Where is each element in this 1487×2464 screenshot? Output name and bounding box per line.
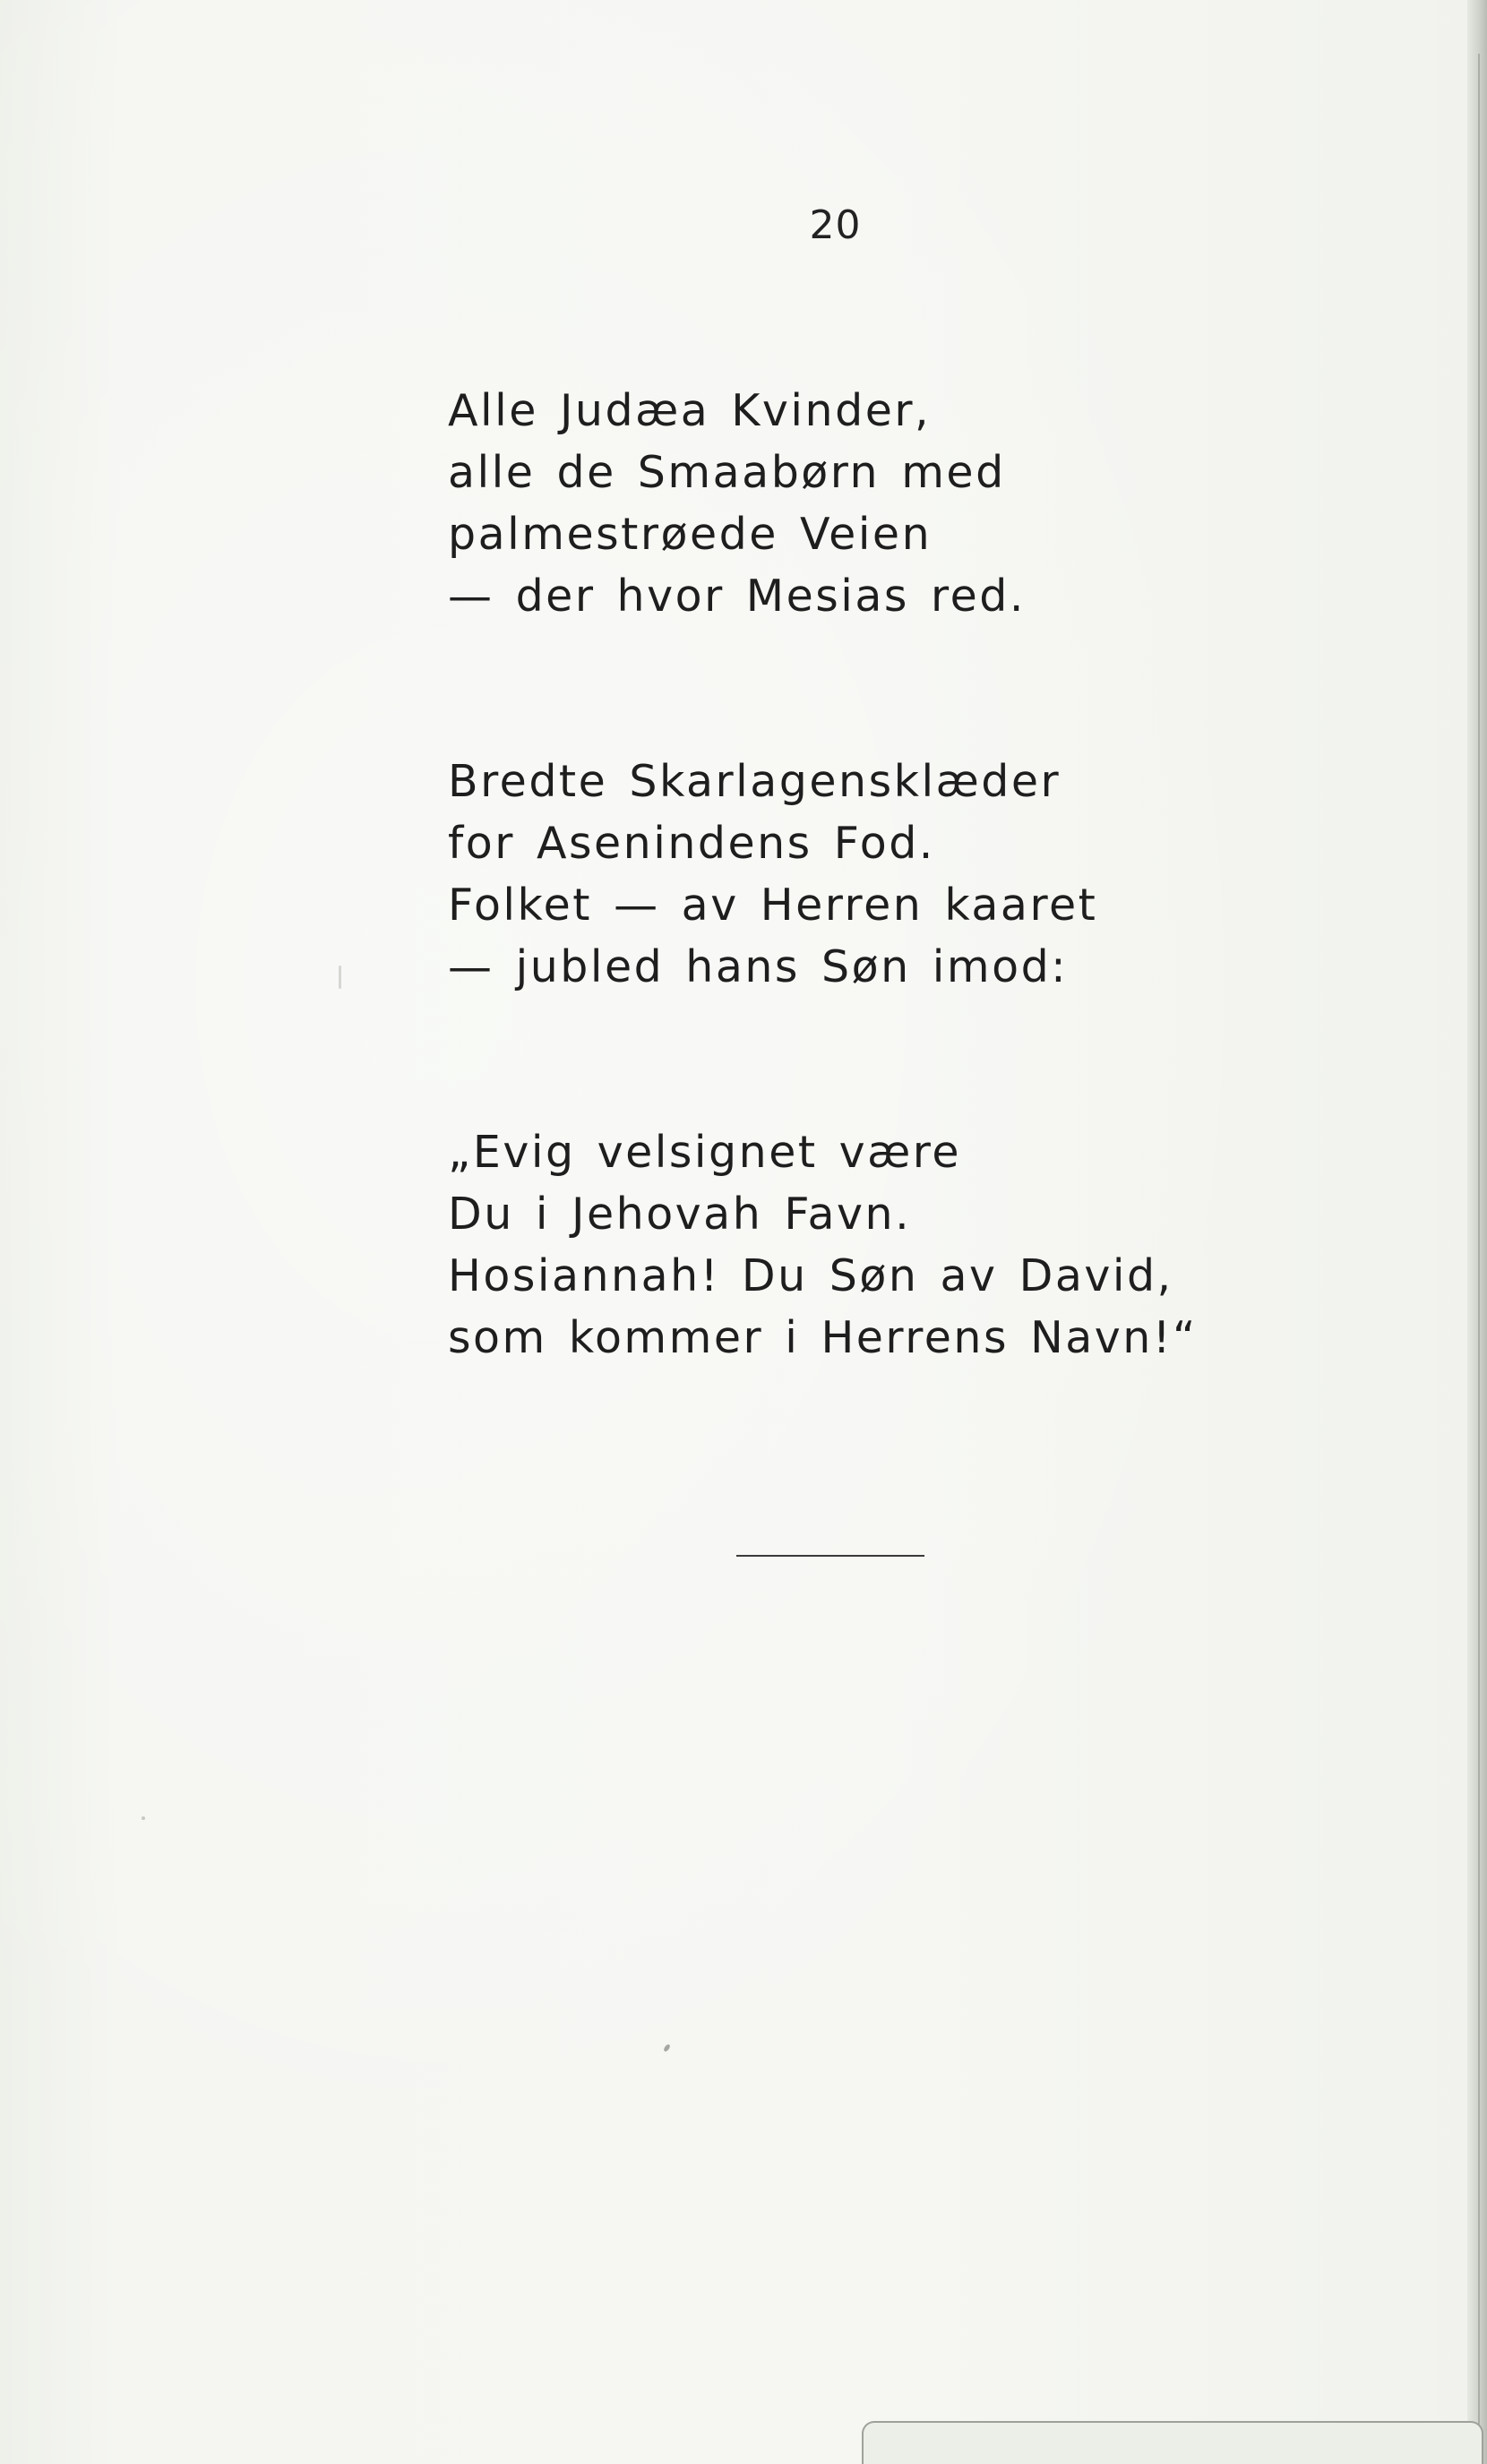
poem-line: — jubled hans Søn imod: [448,941,1069,992]
stanza-2 [448,751,1254,998]
poem-line: Alle Judæa Kvinder, [448,385,932,436]
stanza-1 [448,380,1254,627]
poem-line: alle de Smaabørn med [448,447,1006,498]
end-rule [736,1555,924,1557]
page-edge-line [1478,54,1480,2436]
paper-speck [663,2043,671,2052]
stanza-3 [448,1121,1254,1369]
bottom-page-tab [862,2421,1483,2464]
poem-line: — der hvor Mesias red. [448,571,1026,622]
paper-speck [142,1816,145,1820]
poem-line: Folket — av Herren kaaret [448,880,1098,931]
page-number: 20 [809,202,862,248]
poem-line: palmestrøede Veien [448,509,933,560]
poem [448,380,1254,1492]
poem-line: Bredte Skarlagensklæder [448,756,1062,807]
poem-line: „Evig velsignet være [448,1127,961,1178]
poem-line: Du i Jehovah Favn. [448,1189,912,1240]
paper-speck [339,966,341,989]
page-edge [1467,0,1487,2464]
poem-line: som kommer i Herrens Navn!“ [448,1312,1198,1363]
poem-line: for Asenindens Fod. [448,818,935,869]
poem-line: Hosiannah! Du Søn av David, [448,1250,1173,1301]
